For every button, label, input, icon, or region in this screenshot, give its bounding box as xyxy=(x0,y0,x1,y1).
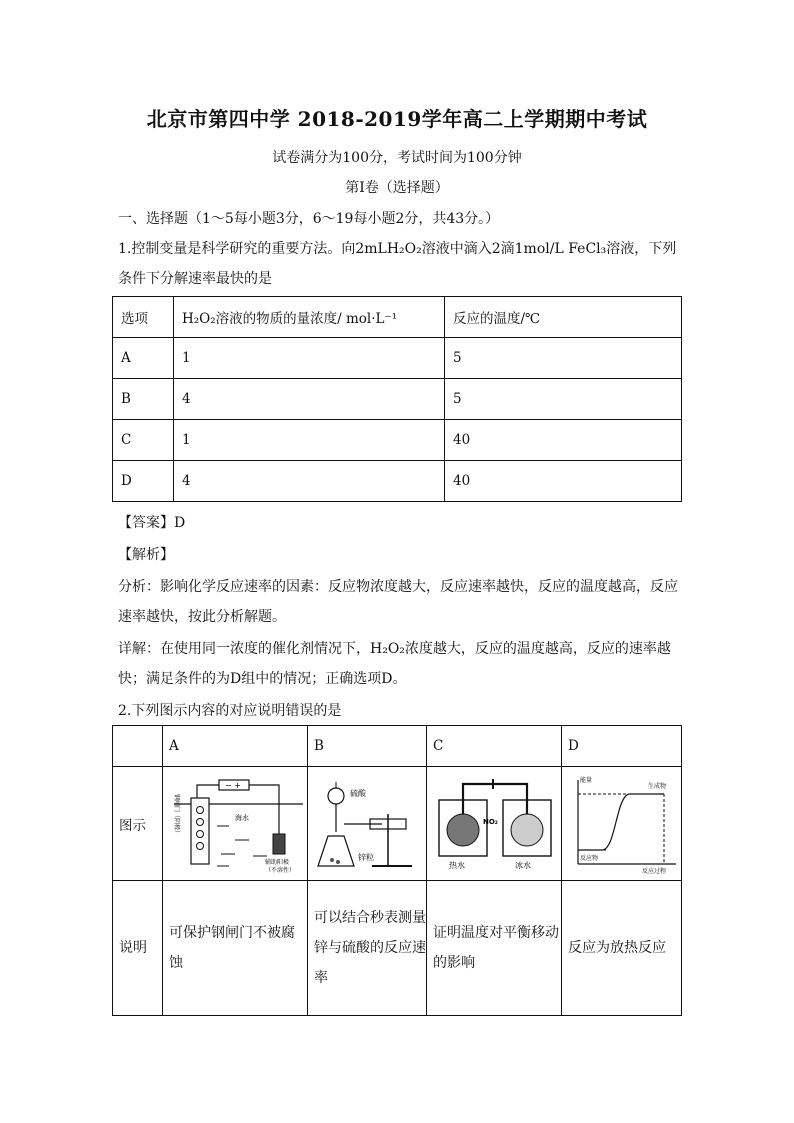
section-heading: 一、选择题（1～5每小题3分，6～19每小题2分，共43分。） xyxy=(118,211,500,227)
hot-water-label: 热水 xyxy=(449,860,465,870)
page-title: 北京市第四中学 2018-2019学年高二上学期期中考试 xyxy=(146,107,648,131)
table-header-row xyxy=(113,297,682,338)
figure-d-diagram xyxy=(568,774,680,874)
process-axis-label: 反应过程 xyxy=(642,867,667,874)
table-row xyxy=(113,420,682,461)
row-label-figure: 图示 xyxy=(113,767,163,881)
product-label: 生成物 xyxy=(648,782,667,790)
no2-label: NO₂ xyxy=(483,817,498,826)
desc-c: 证明温度对平衡移动的影响 xyxy=(427,881,562,1016)
cell-concentration: 4 xyxy=(174,461,445,502)
desc-b: 可以结合秒表测量锌与硫酸的反应速率 xyxy=(308,881,427,1016)
header-b: B xyxy=(308,726,427,767)
q1-stem-line2: 条件下分解速率最快的是 xyxy=(118,271,272,287)
figure-c-diagram xyxy=(433,774,557,874)
cell-temperature: 5 xyxy=(445,379,682,420)
figure-c-cell xyxy=(427,767,562,881)
q1-detail-line2: 快；满足条件的为D组中的情况；正确选项D。 xyxy=(118,671,407,687)
figure-b-cell xyxy=(308,767,427,881)
cell-option: A xyxy=(113,338,174,379)
q1-analysis-label: 【解析】 xyxy=(118,547,174,563)
svg-text:− +: − + xyxy=(225,780,241,790)
table-row xyxy=(113,461,682,502)
acid-label: 硫酸 xyxy=(350,788,366,798)
cell-option: D xyxy=(113,461,174,502)
header-option: 选项 xyxy=(113,297,174,338)
description-row xyxy=(113,881,682,1016)
q1-analysis-line1: 分析：影响化学反应速率的因素：反应物浓度越大，反应速率越快，反应的温度越高，反应 xyxy=(118,579,678,595)
cell-concentration: 1 xyxy=(174,338,445,379)
figure-row xyxy=(113,767,682,881)
zinc-label: 锌粒 xyxy=(358,852,374,862)
header-a: A xyxy=(163,726,308,767)
q2-stem: 2.下列图示内容的对应说明错误的是 xyxy=(118,703,342,719)
figure-a-cell xyxy=(163,767,308,881)
q1-stem-line1: 1.控制变量是科学研究的重要方法。向2mLH₂O₂溶液中滴入2滴1mol/L FeCl₃溶液，下列 xyxy=(118,241,677,257)
table-row xyxy=(113,338,682,379)
figure-d-cell xyxy=(562,767,682,881)
reactant-label: 反应物 xyxy=(580,854,599,862)
ice-water-label: 冰水 xyxy=(515,860,531,870)
aux-anode-label: 辅助阳极 xyxy=(265,858,290,866)
energy-axis-label: 能量 xyxy=(580,776,593,784)
header-concentration: H₂O₂溶液的物质的量浓度/ mol·L⁻¹ xyxy=(174,297,445,338)
q1-analysis-line2: 速率越快，按此分析解题。 xyxy=(118,609,286,625)
cell-option: C xyxy=(113,420,174,461)
figure-b-diagram xyxy=(314,774,422,874)
cell-concentration: 4 xyxy=(174,379,445,420)
q1-answer: 【答案】D xyxy=(118,515,186,531)
header-d: D xyxy=(562,726,682,767)
cell-temperature: 40 xyxy=(445,420,682,461)
desc-a: 可保护钢闸门不被腐蚀 xyxy=(163,881,308,1016)
header-temperature: 反应的温度/℃ xyxy=(445,297,682,338)
row-label-description: 说明 xyxy=(113,881,163,1016)
header-c: C xyxy=(427,726,562,767)
q1-table xyxy=(112,296,682,502)
q2-table xyxy=(112,725,682,1016)
volume-heading: 第Ⅰ卷（选择题） xyxy=(345,180,449,196)
desc-d: 反应为放热反应 xyxy=(562,881,682,1016)
cell-option: B xyxy=(113,379,174,420)
table-row xyxy=(113,379,682,420)
gate-label: 钢闸门（阴极） xyxy=(173,793,180,836)
seawater-label: 海水 xyxy=(235,813,249,822)
header-empty xyxy=(113,726,163,767)
q1-detail-line1: 详解：在使用同一浓度的催化剂情况下，H₂O₂浓度越大，反应的温度越高，反应的速率越 xyxy=(118,641,671,657)
exam-info: 试卷满分为100分，考试时间为100分钟 xyxy=(272,150,522,166)
cell-concentration: 1 xyxy=(174,420,445,461)
figure-a-diagram xyxy=(169,774,307,874)
table-header-row xyxy=(113,726,682,767)
aux-anode-note: （不溶性） xyxy=(265,866,296,874)
cell-temperature: 40 xyxy=(445,461,682,502)
cell-temperature: 5 xyxy=(445,338,682,379)
